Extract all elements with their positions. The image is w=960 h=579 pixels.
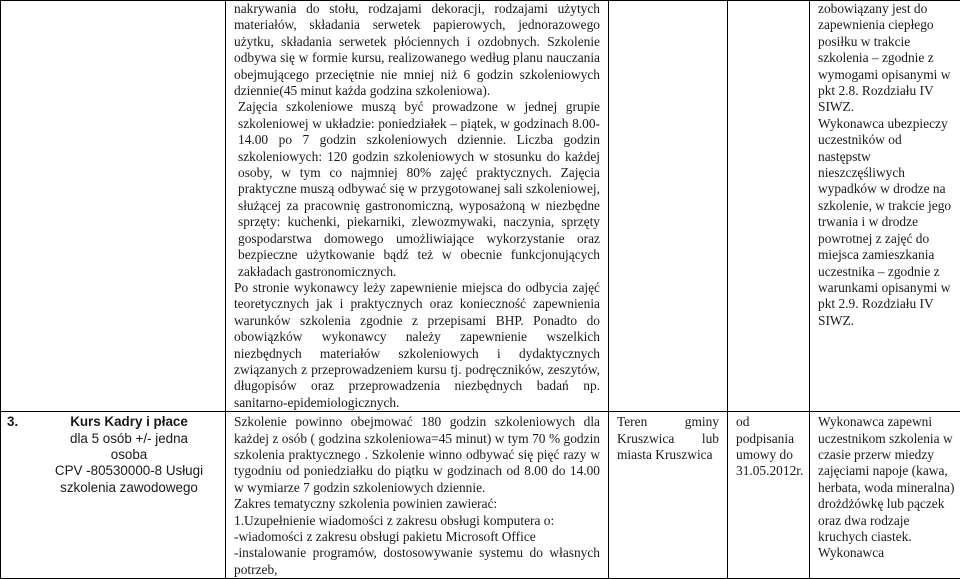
course-title: Kurs Kadry i płace [37, 414, 221, 430]
notes-text: Wykonawca zapewni uczestnikom szkolenia w czasie przerw miedzy zajęciami napoje (kawa, herbata, woda mineralna) drożdżówkę lub pączek oraz dwa rodzaje kruchych ciastek. Wykonawca [818, 412, 956, 562]
place-cell-empty [609, 1, 728, 412]
term-cell-empty [728, 1, 810, 412]
item-number: 3. [7, 412, 37, 496]
description-paragraph: -wiadomości z zakresu obsługi pakietu Microsoft Office [234, 529, 600, 545]
table-row [1, 1, 960, 412]
description-cell [226, 412, 609, 579]
name-cell [1, 412, 226, 579]
term-text: od podpisania umowy do 31.05.2012r. [736, 412, 805, 480]
place-cell [609, 412, 728, 579]
course-name-line: szkolenia zawodowego [37, 480, 221, 496]
course-name-line: CPV -80530000-8 Usługi [37, 463, 221, 479]
description-paragraph: Zajęcia szkoleniowe muszą być prowadzone w jednej grupie szkoleniowej w układzie: poniedziałek – piątek, w godzinach 8.00-14.00 po 7 godzin szkoleniowych dziennie. Liczba godzin szkoleniowych: 120 godzin szkoleniowych w stosunku do każdej osoby, w tym co najmniej 80% zajęć praktycznych. Zajęcia praktyczne muszą odbywać się w przygotowanej sali szkoleniowej, służącej za pracownię gastronomiczną, wyposażoną w niezbędne sprzęty: kuchenki, piekarniki, zlewozmywaki, naczynia, sprzęty gospodarstwa domowego umożliwiające wykorzystanie oraz bezpieczne użytkowanie bądź też w obecnie funkcjonujących zakładach gastronomicznych. [234, 99, 600, 279]
course-name-line: dla 5 osób +/- jedna [37, 431, 221, 447]
notes-paragraph: Wykonawca ubezpieczy uczestników od następstw nieszczęśliwych wypadków w drodze na szkolenie, w trakcie jego trwania i w drodze powrotnej z zajęć do miejsca zamieszkania uczestnika – zgodnie z warunkami opisanymi w pkt 2.9. Rozdziału IV SIWZ. [818, 116, 956, 329]
name-cell-empty [1, 1, 226, 412]
table-row [1, 412, 960, 579]
course-name-line: osoba [37, 447, 221, 463]
description-paragraph: -instalowanie programów, dostosowywanie systemu do własnych potrzeb, [234, 545, 600, 578]
notes-cell [810, 412, 960, 579]
description-cell [226, 1, 609, 412]
description-paragraph: 1.Uzupełnienie wiadomości z zakresu obsługi komputera o: [234, 513, 600, 529]
place-text: Teren gminy Kruszwica lub miasta Kruszwica [617, 412, 719, 463]
description-paragraph: Po stronie wykonawcy leży zapewnienie miejsca do odbycia zajęć teoretycznych jak i praktycznych oraz konieczność zapewnienia warunków szkolenia zgodnie z przepisami BHP. Ponadto do obowiązków wykonawcy należy zapewnienie wszelkich niezbędnych materiałów szkoleniowych i dydaktycznych związanych z przeprowadzeniem kursu tj. podręczników, zeszytów, długopisów oraz przeprowadzenia niezbędnych badań np. sanitarno-epidemiologicznych. [234, 280, 600, 411]
term-cell [728, 412, 810, 579]
description-paragraph: nakrywania do stołu, rodzajami dekoracji, rodzajami użytych materiałów, składania serwetek papierowych, jednorazowego użytku, składania serwetek płóciennych i ozdobnych. Szkolenie odbywa się w formie kursu, realizowanego według planu nauczania obejmującego przeciętnie nie mniej niż 6 godzin szkoleniowych dziennie(45 minut każda godzina szkoleniowa). [234, 1, 600, 99]
description-paragraph: Szkolenie powinno obejmować 180 godzin szkoleniowych dla każdej z osób ( godzina szkoleniowa=45 minut) w tym 70 % godzin szkolenia praktycznego . Szkolenie winno odbywać się pięć razy w tygodniu od poniedziałku do piątku w godzinach od 8.00 do 14.00 w wymiarze 7 godzin szkoleniowych dziennie. [234, 412, 600, 496]
description-paragraph: Zakres tematyczny szkolenia powinien zawierać: [234, 496, 600, 512]
notes-paragraph: zobowiązany jest do zapewnienia ciepłego posiłku w trakcie szkolenia – zgodnie z wymogami opisanymi w pkt 2.8. Rozdziału IV SIWZ. [818, 1, 956, 116]
notes-cell [810, 1, 960, 412]
